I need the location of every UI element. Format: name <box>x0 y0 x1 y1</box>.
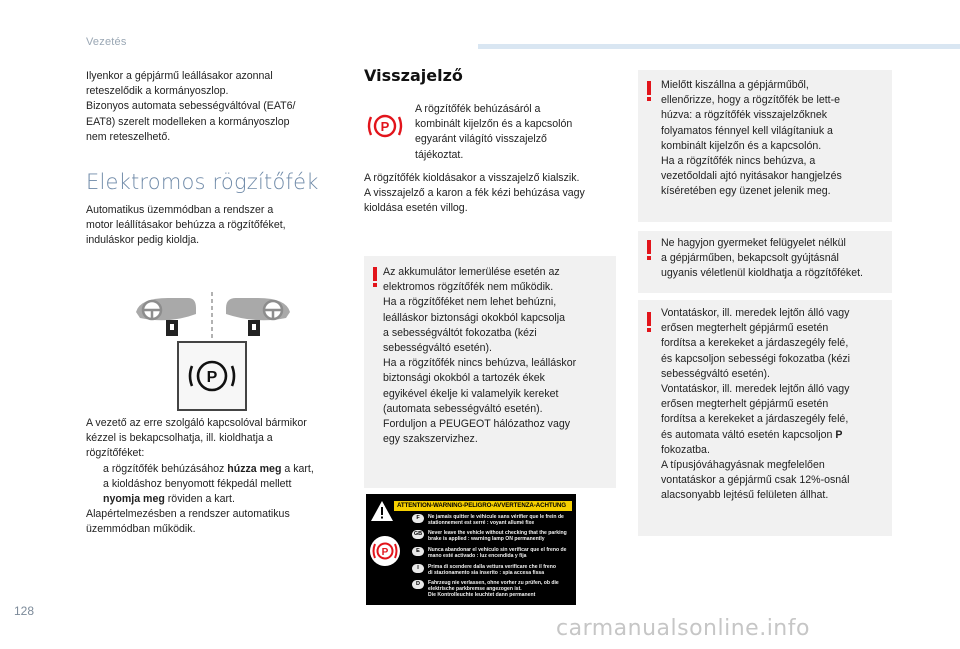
page-heading: Elektromos rögzítőfék <box>86 170 319 194</box>
parking-brake-illustration <box>130 290 300 412</box>
warning-icon <box>647 312 651 332</box>
list-item: a kioldáshoz benyomott fékpedál mellett nyomja meg röviden a kart. <box>86 477 352 507</box>
lamp-description: A rögzítőfék behúzásáról a kombinált kijelzőn és a kapcsolón egyaránt világító visszajelző tájékoztat. <box>415 103 573 161</box>
label-row-text: Ne jamais quitter le véhicule sans vérifier que le frein de stationnement est serré : voyant allumé fixe <box>428 514 564 526</box>
towing-warning-text: Vontatáskor, ill. meredek lejtőn álló vagy erősen megterhelt gépjármű esetén fordítsa a kerekeket a járdaszegély felé, és kapcsoljon sebességi fokozatba (kézi sebességváltó esetén). Vontatáskor, ill. meredek lejtőn álló vagy erősen megterhelt gépjármű esetén fordítsa a kerekeket a járdaszegély felé, és automata váltó esetén kapcsoljon P fokozatba. A típusjóváhagyásnak megfelelően vontatáskor a gépjármű csak 12%-osnál alacsonyabb lejtésű felületen állhat. <box>661 307 851 502</box>
warning-icon <box>647 240 651 260</box>
section-title: Vezetés <box>86 36 127 48</box>
indicator-heading: Visszajelző <box>364 66 463 85</box>
child-warning-box <box>638 231 892 293</box>
label-row-text: Nunca abandonar el vehículo sin verificar que el freno de mano esté activado : luz encendida y fija <box>428 547 567 559</box>
steering-wheel-icon <box>136 298 196 336</box>
warning-icon <box>647 81 651 101</box>
language-flag: F <box>412 514 424 523</box>
parking-brake-switch-icon <box>178 342 246 410</box>
towing-warning-box <box>638 300 892 536</box>
manual-control-block <box>86 416 352 538</box>
label-row <box>412 547 574 559</box>
label-row <box>412 580 574 598</box>
header-bar <box>478 44 960 49</box>
exit-warning-box <box>638 70 892 222</box>
label-header: ATTENTION-WARNING-PELIGRO-AVVERTENZA-ACHTUNG <box>394 501 572 511</box>
svg-text:P: P <box>381 547 389 558</box>
manual-intro-text: A vezető az erre szolgáló kapcsolóval bármikor kézzel is bekapcsolhatja, ill. kioldhatja a rögzítőféket: <box>86 417 307 460</box>
exit-warning-text: Mielőtt kiszállna a gépjárműből, ellenőrizze, hogy a rögzítőfék be lett-e húzva: a rögzítőfék visszajelzőknek folyamatos fénnyel kell világítaniuk a kombinált kijelzőn és a kapcsolón. Ha a rögzítőfék nincs behúzva, a vezetőoldali ajtó nyitásakor hangjelzés kíséretében egy üzenet jelenik meg. <box>661 79 842 198</box>
list-item: a rögzítőfék behúzásához húzza meg a kart, <box>86 462 352 477</box>
parking-brake-lamp-icon <box>367 108 403 144</box>
language-flag: GB <box>413 531 423 537</box>
parking-brake-lamp-icon <box>370 536 400 566</box>
intro-text: Ilyenkor a gépjármű leállásakor azonnal reteszelődik a kormányoszlop. Bizonyos automata sebességváltóval (EAT6/ EAT8) szerelt modelleken a kormányoszlop nem reteszelhető. <box>86 70 296 143</box>
bullet-marker <box>86 477 103 507</box>
battery-warning-box <box>364 256 616 488</box>
label-row <box>412 530 574 542</box>
label-row-text: Never leave the vehicle without checking that the parking brake is applied : warning lamp ON permanently <box>428 530 567 542</box>
svg-text:P: P <box>206 369 218 386</box>
battery-warning-text: Az akkumulátor lemerülése esetén az elektromos rögzítőfék nem működik. Ha a rögzítőféket nem lehet behúzni, leálláskor biztonsági okokból kapcsolja a sebességváltót fokozatba (kézi sebességváltó esetén). Ha a rögzítőfék nincs behúzva, leálláskor biztonsági okokból a tartozék ékek egyikével ékelje ki valamelyik kereket (automata sebességváltó esetén). Forduljon a PEUGEOT hálózathoz vagy egy szakszervizhez. <box>383 266 577 446</box>
warning-icon <box>373 267 377 287</box>
language-flag: D <box>412 580 424 589</box>
watermark: carmanualsonline.info <box>556 616 810 641</box>
label-row <box>412 564 574 576</box>
language-flag: I <box>412 564 424 573</box>
label-row-text: Prima di scendere dalla vettura verificare che il freno di stazionamento sia inserito : spia accesa fissa <box>428 564 556 576</box>
svg-text:P: P <box>380 119 390 134</box>
bullet-marker <box>86 462 103 477</box>
auto-mode-text: Automatikus üzemmódban a rendszer a motor leállításakor behúzza a rögzítőféket, induláskor pedig kioldja. <box>86 204 286 247</box>
label-row-text: Fahrzeug nie verlassen, ohne vorher zu prüfen, ob die elektrische parkbremse angezogen ist. Die Kontrolleuchte leuchtet dann permanent <box>428 580 559 598</box>
default-mode-text: Alapértelmezésben a rendszer automatikus üzemmódban működik. <box>86 508 290 536</box>
language-flag: E <box>412 547 424 556</box>
release-description: A rögzítőfék kioldásakor a visszajelző kialszik. A visszajelző a karon a fék kézi behúzása vagy kioldása esetén villog. <box>364 172 585 215</box>
label-row <box>412 514 574 526</box>
caution-triangle-icon <box>370 500 394 522</box>
child-warning-text: Ne hagyjon gyermeket felügyelet nélkül a gépjárműben, bekapcsolt gyújtásnál ugyanis véletlenül kioldhatja a rögzítőféket. <box>661 237 863 280</box>
page-number: 128 <box>14 604 35 618</box>
